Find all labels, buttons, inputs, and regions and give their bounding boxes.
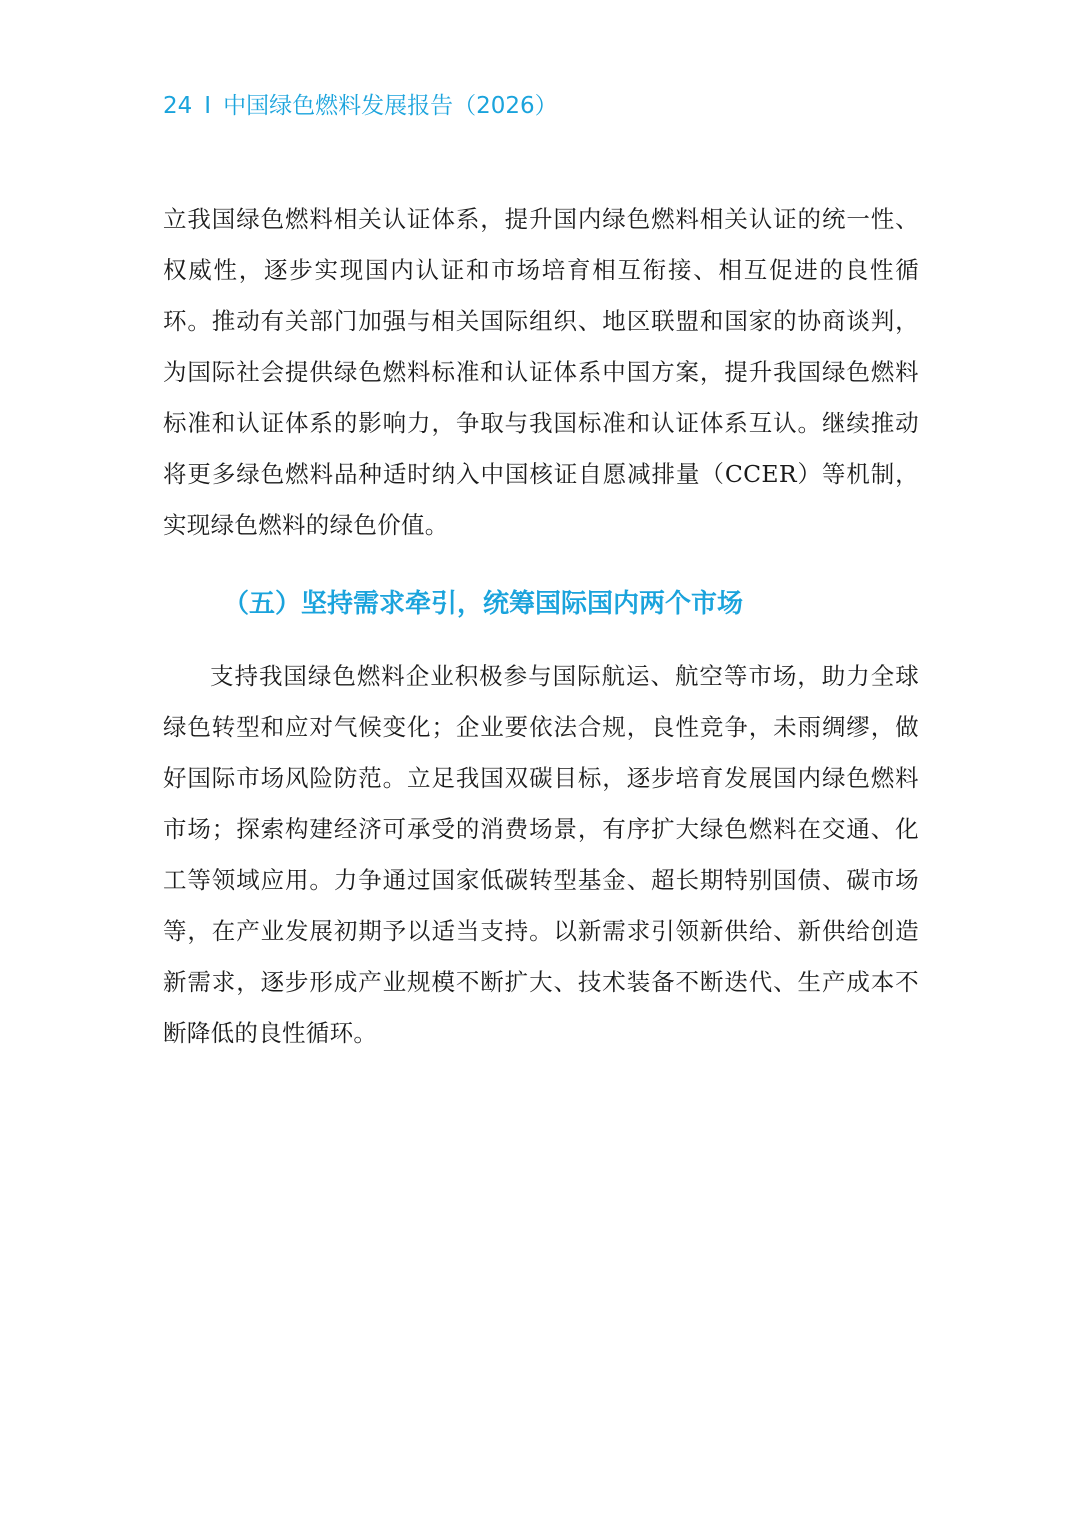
section-heading: （五）坚持需求牵引，统筹国际国内两个市场 xyxy=(223,589,744,619)
report-title: 中国绿色燃料发展报告（2026） xyxy=(223,93,558,119)
page-content xyxy=(163,194,919,1059)
running-header xyxy=(163,90,558,122)
body-paragraph-continued: 立我国绿色燃料相关认证体系，提升国内绿色燃料相关认证的统一性、权威性，逐步实现国内认证和市场培育相互衔接、相互促进的良性循环。推动有关部门加强与相关国际组织、地区联盟和国家的协商谈判，为国际社会提供绿色燃料标准和认证体系中国方案，提升我国绿色燃料标准和认证体系的影响力，争取与我国标准和认证体系互认。继续推动将更多绿色燃料品种适时纳入中国核证自愿减排量（CCER）等机制，实现绿色燃料的绿色价值。 xyxy=(163,205,919,539)
body-paragraph: 支持我国绿色燃料企业积极参与国际航运、航空等市场，助力全球绿色转型和应对气候变化；企业要依法合规，良性竞争，未雨绸缪，做好国际市场风险防范。立足我国双碳目标，逐步培育发展国内绿色燃料市场；探索构建经济可承受的消费场景，有序扩大绿色燃料在交通、化工等领域应用。力争通过国家低碳转型基金、超长期特别国债、碳市场等，在产业发展初期予以适当支持。以新需求引领新供给、新供给创造新需求，逐步形成产业规模不断扩大、技术装备不断迭代、生产成本不断降低的良性循环。 xyxy=(163,662,919,1047)
header-separator: I xyxy=(204,93,212,119)
page-number: 24 xyxy=(163,93,193,119)
